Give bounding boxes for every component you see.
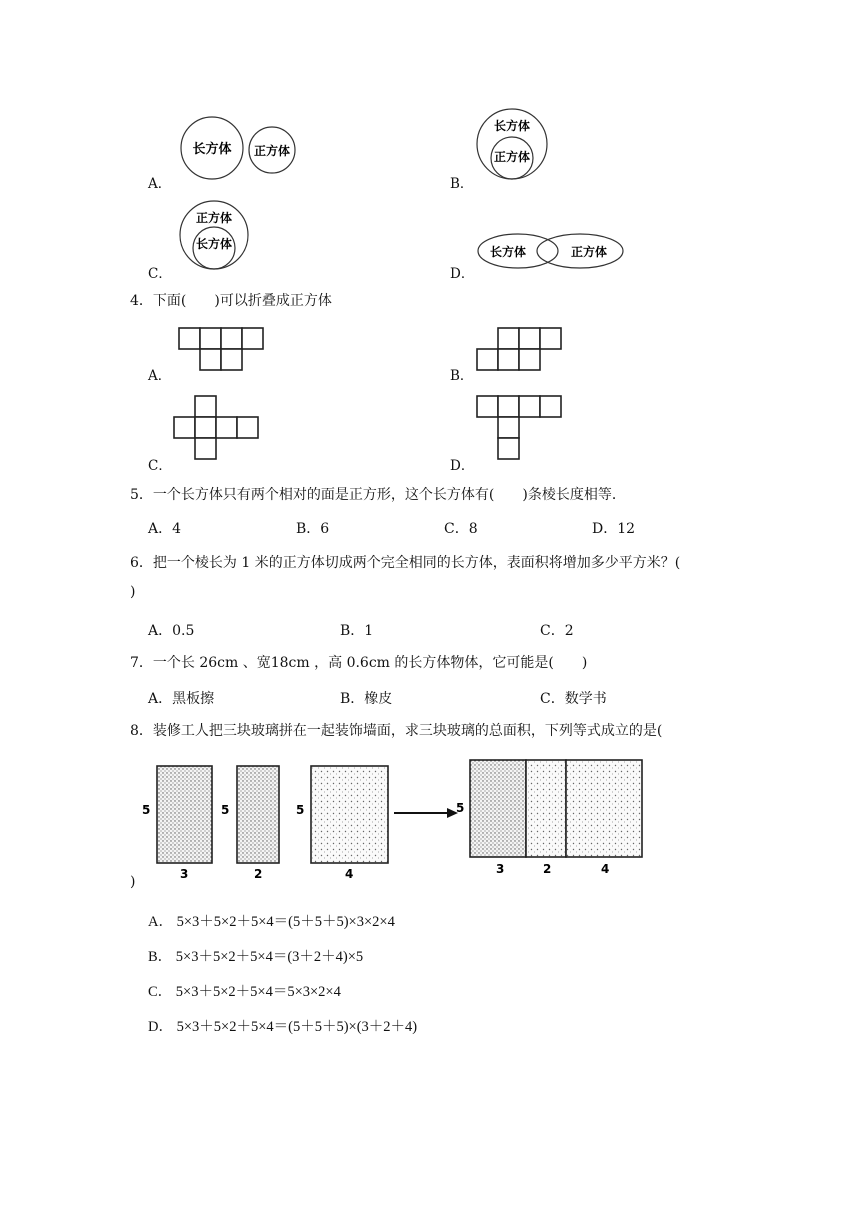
q7-option-a: A．黑板擦 [148,691,215,707]
q4-option-a-label: A． [148,368,172,384]
q6-stem-line2: ) [130,584,136,600]
q4-option-c-label: C． [148,458,172,474]
q3-option-a-diagram [176,112,300,186]
q3-c-cube-text: 正方体 [195,211,233,225]
q6-option-a: A．0.5 [148,623,195,639]
q4-stem: 4．下面( )可以折叠成正方体 [130,293,332,309]
q4-option-c-net [172,392,264,466]
q3-b-cube-text: 正方体 [493,150,531,164]
q8-option-b: B． 5×3＋5×2＋5×4＝(3＋2＋4)×5 [148,949,364,965]
q5-option-a: A．4 [148,521,182,537]
q8-combined-width-3: 3 [496,862,505,876]
q8-stem-line1: 8．装修工人把三块玻璃拼在一起装饰墙面，求三块玻璃的总面积，下列等式成立的是( [130,723,663,739]
q3-d-cube-text: 正方体 [570,245,608,259]
q3-a-cube-text: 正方体 [253,144,291,158]
q7-stem: 7．一个长 26cm 、宽18cm ，高 0.6cm 的长方体物体，它可能是( ) [130,655,588,671]
q6-stem-line1: 6．把一个棱长为 1 米的正方体切成两个完全相同的长方体，表面积将增加多少平方米？( [130,555,681,571]
q8-pane-4-width: 4 [345,867,354,881]
q8-stem-line2: ) [130,874,136,890]
q8-combined-width-2: 2 [543,862,552,876]
q8-option-c: C． 5×3＋5×2＋5×4＝5×3×2×4 [148,984,341,1000]
q3-option-d-label: D． [450,266,475,282]
q8-combined-pane-2 [526,760,566,857]
q4-option-d-label: D． [450,458,475,474]
q8-pane-3-width: 3 [180,867,189,881]
q4-option-a-net [176,324,268,374]
q7-option-b: B．橡皮 [340,691,393,707]
q8-combined-pane-3 [470,760,526,857]
q8-combined-width-4: 4 [601,862,610,876]
q5-option-d: D．12 [592,521,636,537]
q3-d-cuboid-text: 长方体 [489,245,527,259]
q8-combined-pane-4 [566,760,642,857]
q8-pane-2 [237,766,279,863]
q5-option-b: B．6 [296,521,330,537]
q8-pane-2-height: 5 [221,803,230,817]
q3-option-c-diagram [176,198,256,276]
q4-option-b-label: B． [450,368,474,384]
q3-option-a-label: A． [148,176,172,192]
q3-c-cuboid-text: 长方体 [195,237,233,251]
q8-pane-4-height: 5 [296,803,305,817]
q8-option-a: A． 5×3＋5×2＋5×4＝(5＋5＋5)×3×2×4 [148,914,395,930]
q3-option-d-diagram [474,230,626,272]
q8-option-d: D． 5×3＋5×2＋5×4＝(5＋5＋5)×(3＋2＋4) [148,1019,418,1035]
q8-glass-figure [134,752,654,882]
q8-pane-2-width: 2 [254,867,263,881]
q6-option-c: C．2 [540,623,574,639]
q7-option-c: C．数学书 [540,691,607,707]
q3-option-b-diagram [474,104,554,186]
q5-option-c: C．8 [444,521,478,537]
q6-option-b: B．1 [340,623,374,639]
q3-option-b-label: B． [450,176,474,192]
q3-b-cuboid-text: 长方体 [493,119,531,133]
q8-combined-height: 5 [456,801,465,815]
q3-option-c-label: C． [148,266,172,282]
q8-pane-3-height: 5 [142,803,151,817]
q4-option-d-net [474,392,566,466]
q3-a-cuboid-text: 长方体 [192,142,232,157]
q4-option-b-net [474,324,566,374]
q8-pane-3 [157,766,212,863]
q8-pane-4 [311,766,388,863]
q5-stem: 5．一个长方体只有两个相对的面是正方形，这个长方体有( )条棱长度相等． [130,487,626,503]
